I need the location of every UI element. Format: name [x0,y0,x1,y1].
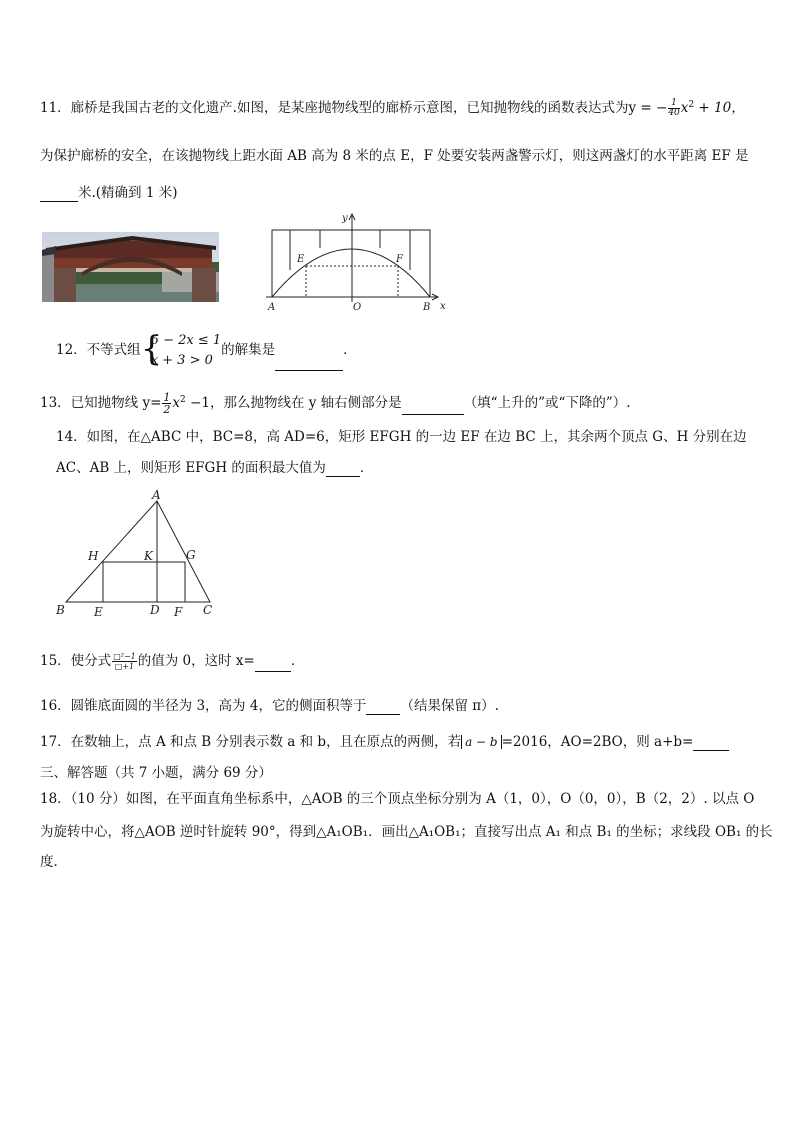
inequality-system: { 5 − 2x ≤ 1 x + 3 > 0 [140,328,222,369]
q15: 15．使分式 $\frac{\text{□²−1}}{□+1}$ 的值为 0，这时 x= ． [40,652,305,671]
label-f: F [174,605,183,619]
q11-fraction: $\frac{1}{40}$ [668,98,680,118]
label-h: H [88,549,99,563]
label-e: E [297,254,305,265]
rectangle-efgh [103,562,185,602]
q18-line1: 18．（10 分）如图，在平面直角坐标系中，△AOB 的三个顶点坐标分别为 A（1，0），O（0，0），B（2，2）. 以点 O [40,791,755,807]
q13-answer-blank[interactable] [402,396,464,415]
label-b: B [423,302,431,313]
q17-answer-blank[interactable] [693,736,729,751]
q16-answer-blank[interactable] [366,700,400,715]
bridge-photo [42,232,219,302]
q12-answer-blank[interactable] [275,350,343,371]
parabola-curve [272,249,430,297]
label-g: G [186,548,196,562]
label-x: x [440,301,446,312]
absolute-value: a − b [461,735,502,749]
q13-fraction: $\frac{1}{2}$ [163,391,171,416]
q14-line2: AC、AB 上，则矩形 EFGH 的面积最大值为 ． [56,460,374,476]
label-a: A [268,302,276,313]
q14-answer-blank[interactable] [326,462,360,477]
q11-answer-blank[interactable] [40,187,78,202]
q14-line1: 14．如图，在△ABC 中，BC=8，高 AD=6，矩形 EFGH 的一边 EF 在边 BC 上，其余两个顶点 G、H 分别在边 [56,429,747,445]
q12: 12．不等式组 { 5 − 2x ≤ 1 x + 3 > 0 的解集是 ． [56,328,357,369]
q15-fraction: $\frac{\text{□²−1}}{□+1}$ [113,652,136,671]
label-b: B [56,603,65,617]
brace-icon: { [140,328,163,369]
q11-text-1: 11．廊桥是我国古老的文化遗产.如图，是某座抛物线型的廊桥示意图，已知抛物线的函数表达式为y = − [40,100,668,116]
triangle-diagram [52,487,222,619]
label-k: K [144,549,153,563]
label-a: A [152,488,161,502]
q11-line2: 为保护廊桥的安全，在该抛物线上距水面 AB 高为 8 米的点 E，F 处要安装两盏警示灯，则这两盏灯的水平距离 EF 是 [40,148,749,164]
section-three-title: 三、解答题（共 7 小题，满分 69 分） [40,765,272,781]
q17: 17．在数轴上，点 A 和点 B 分别表示数 a 和 b，且在原点的两侧，若 a − b =2016，AO=2BO，则 a+b= [40,733,729,751]
q18-line2: 为旋转中心，将△AOB 逆时针旋转 90°，得到△A₁OB₁．画出△A₁OB₁；直接写出点 A₁ 和点 B₁ 的坐标；求线段 OB₁ 的长 [40,824,773,840]
label-c: C [203,603,213,617]
parabola-bridge-diagram [262,212,452,316]
label-o: O [353,302,362,313]
q13: 13．已知抛物线 y= $\frac{1}{2}$ $x^2 -1$，那么抛物线在 y 轴右侧部分是 （填“上升的”或“下降的”）. [40,391,631,416]
q18-line3: 度. [40,854,58,870]
q16: 16．圆锥底面圆的半径为 3，高为 4，它的侧面积等于 （结果保留 π）. [40,698,499,714]
q11-line1: 11．廊桥是我国古老的文化遗产.如图，是某座抛物线型的廊桥示意图，已知抛物线的函数表达式为y = − $\frac{1}{40}$ $x^2 + 10$， [40,98,745,118]
q11-line3: 米.(精确到 1 米) [40,184,178,202]
label-e: E [94,605,103,619]
q15-answer-blank[interactable] [255,655,291,672]
bridge-frame [272,230,430,297]
label-f: F [396,254,403,265]
label-y: y [342,213,348,224]
label-d: D [150,603,160,617]
